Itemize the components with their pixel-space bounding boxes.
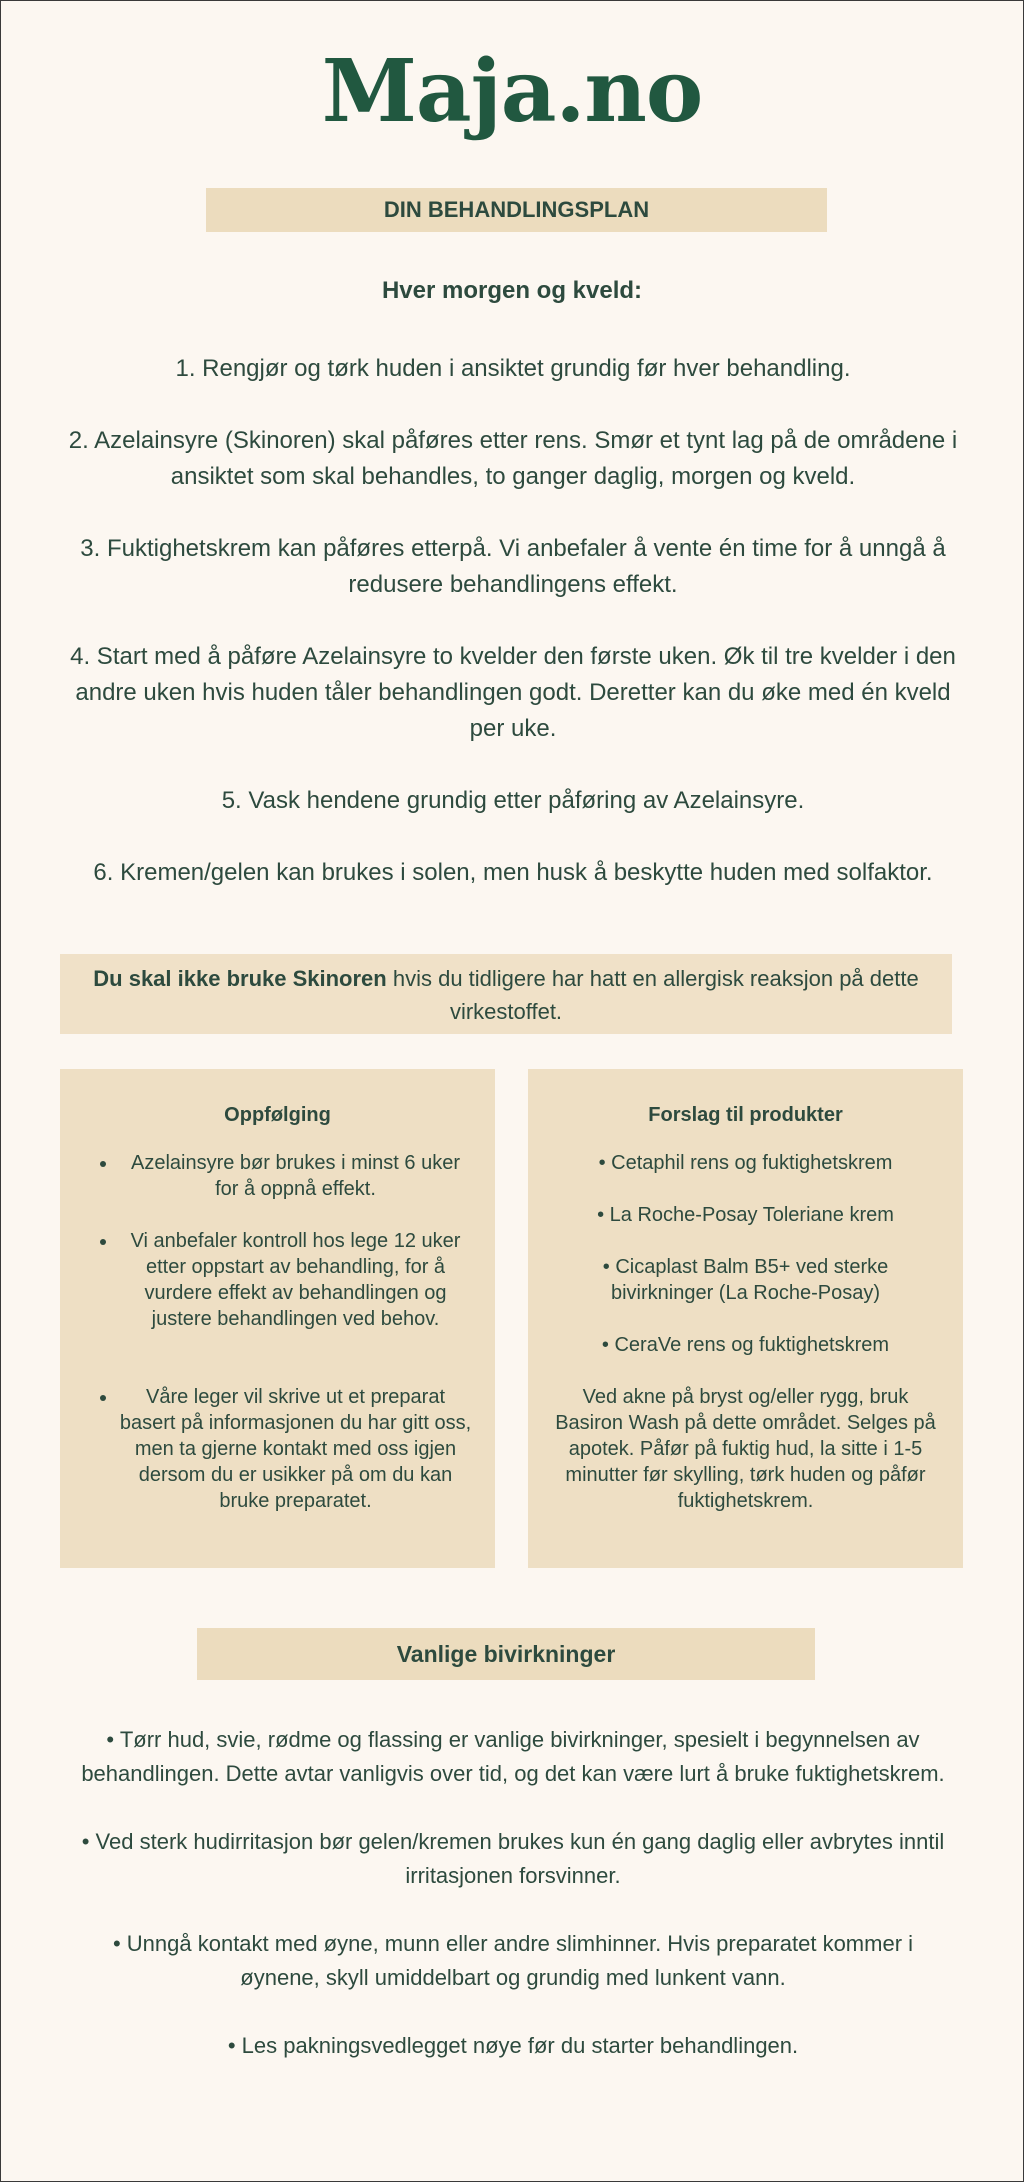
followup-title: Oppfølging: [224, 1104, 331, 1126]
warning-text: hvis du tidligere har hatt en allergisk reaksjon på dette virkestoffet.: [386, 966, 919, 1024]
products-note: Ved akne på bryst og/eller rygg, bruk Basiron Wash på dette området. Selges på apotek. Påfør på fuktig hud, la sitte i 1-5 minutter før skylling, tørk huden og påfør fuktighetskrem.: [555, 1386, 936, 1512]
step-6: 6. Kremen/gelen kan brukes i solen, men husk å beskytte huden med solfaktor.: [93, 859, 933, 886]
side-effect-item: • Les pakningsvedlegget nøye før du starter behandlingen.: [227, 2033, 799, 2058]
product-item: • La Roche-Posay Toleriane krem: [597, 1204, 894, 1226]
followup-item: • Vi anbefaler kontroll hos lege 12 uker etter oppstart av behandling, for å vurdere effekt av behandlingen og justere behandlingen ved behov.: [118, 1228, 473, 1332]
brand-logo[interactable]: Maja.no: [321, 41, 703, 142]
warning-bold-text: Du skal ikke bruke Skinoren: [93, 966, 387, 991]
followup-item: • Azelainsyre bør brukes i minst 6 uker for å oppnå effekt.: [118, 1150, 473, 1202]
side-effect-item: • Tørr hud, svie, rødme og flassing er vanlige bivirkninger, spesielt i begynnelsen av behandlingen. Dette avtar vanligvis over tid, og det kan være lurt å bruke fuktighetskrem.: [81, 1727, 945, 1786]
followup-item: • Våre leger vil skrive ut et preparat basert på informasjonen du har gitt oss, men ta gjerne kontakt med oss igjen dersom du er usikker på om du kan bruke preparatet.: [118, 1384, 473, 1514]
side-effect-item: • Unngå kontakt med øyne, munn eller andre slimhinner. Hvis preparatet kommer i øynene, skyll umiddelbart og grundig med lunkent vann.: [112, 1931, 914, 1990]
contraindication-warning: [60, 954, 952, 1034]
product-item: • CeraVe rens og fuktighetskrem: [601, 1334, 890, 1356]
followup-box: [60, 1069, 495, 1568]
treatment-steps: [61, 351, 965, 927]
side-effects-list: [81, 1723, 945, 2097]
product-item: • Cetaphil rens og fuktighetskrem: [598, 1152, 893, 1174]
step-2: 2. Azelainsyre (Skinoren) skal påføres etter rens. Smør et tynt lag på de områdene i ansiktet som skal behandles, to ganger daglig, morgen og kveld.: [68, 427, 958, 490]
step-1: 1. Rengjør og tørk huden i ansiktet grundig før hver behandling.: [175, 355, 851, 382]
product-item: • Cicaplast Balm B5+ ved sterke bivirkninger (La Roche-Posay): [602, 1256, 889, 1304]
side-effect-item: • Ved sterk hudirritasjon bør gelen/kremen brukes kun én gang daglig eller avbrytes inntil irritasjonen forsvinner.: [81, 1829, 945, 1888]
products-title: Forslag til produkter: [648, 1104, 843, 1126]
side-effects-banner: Vanlige bivirkninger: [197, 1628, 815, 1680]
schedule-heading: Hver morgen og kveld:: [381, 277, 643, 304]
treatment-plan-banner: DIN BEHANDLINGSPLAN: [206, 188, 827, 232]
step-3: 3. Fuktighetskrem kan påføres etterpå. Vi anbefaler å vente én time for å unngå å redusere behandlingens effekt.: [80, 535, 946, 598]
followup-list: [82, 1150, 473, 1514]
step-4: 4. Start med å påføre Azelainsyre to kvelder den første uken. Øk til tre kvelder i den andre uken hvis huden tåler behandlingen godt. Deretter kan du øke med én kveld per uke.: [70, 643, 956, 742]
products-box: [528, 1069, 963, 1568]
step-5: 5. Vask hendene grundig etter påføring av Azelainsyre.: [221, 787, 805, 814]
